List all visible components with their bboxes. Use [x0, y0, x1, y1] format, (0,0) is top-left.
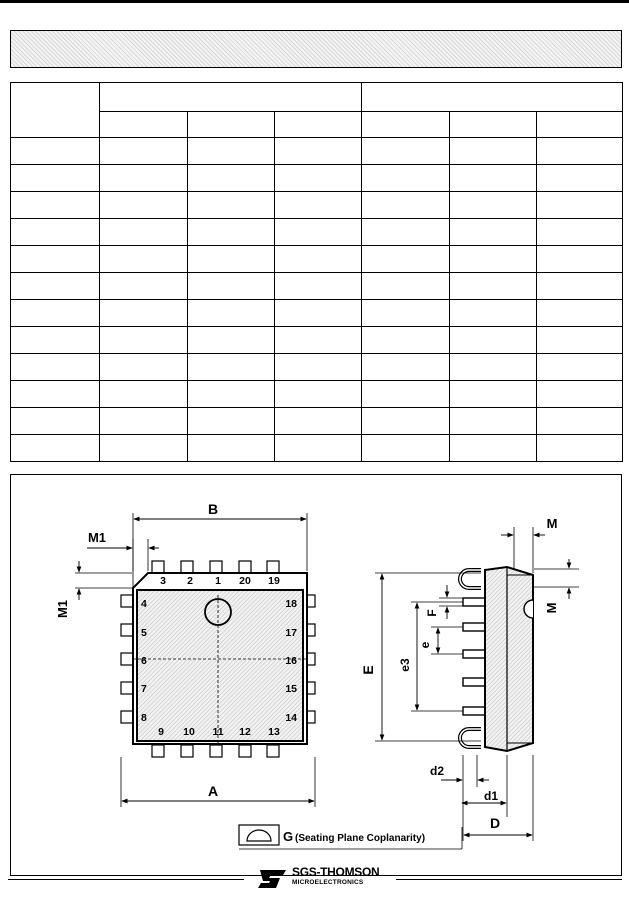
dim-label-d2: d2 [429, 764, 445, 778]
table-cell [275, 273, 362, 300]
top-rule [0, 0, 629, 3]
pin-number: 7 [141, 683, 147, 695]
dim-label-f: F [425, 609, 439, 617]
dim-label-e-upper: E [360, 665, 376, 675]
table-cell [450, 300, 537, 327]
pin-number: 17 [285, 627, 297, 639]
table-cell [537, 408, 623, 435]
brand-subtitle: MICROELECTRONICS [292, 879, 364, 886]
table-cell [188, 408, 275, 435]
table-cell [188, 273, 275, 300]
table-cell [275, 327, 362, 354]
pin-number: 20 [239, 575, 251, 587]
table-cell [537, 273, 623, 300]
table-cell [100, 381, 188, 408]
side-view [360, 516, 579, 841]
table-row [11, 219, 623, 246]
table-cell [188, 246, 275, 273]
table-cell [362, 327, 450, 354]
table-cell [450, 435, 537, 462]
table-cell [450, 192, 537, 219]
table-cell [188, 138, 275, 165]
table-cell [275, 354, 362, 381]
pin-number: 13 [268, 726, 280, 738]
table-cell [100, 273, 188, 300]
table-row [11, 300, 623, 327]
table-cell [11, 165, 100, 192]
footer-rule-right [396, 879, 622, 880]
coplanarity-caption: (Seating Plane Coplanarity) [295, 833, 426, 844]
table-cell [100, 354, 188, 381]
coplanarity-label-g: G [283, 829, 294, 844]
table-cell [188, 381, 275, 408]
table-cell [450, 354, 537, 381]
table-cell [100, 219, 188, 246]
table-cell [362, 246, 450, 273]
pin-number: 15 [285, 683, 297, 695]
table-cell [362, 165, 450, 192]
table-cell [450, 165, 537, 192]
table-cell [362, 192, 450, 219]
table-cell [188, 192, 275, 219]
dim-label-m-side: M [544, 602, 559, 614]
table-row [11, 435, 623, 462]
table-cell [275, 219, 362, 246]
dim-label-m1-side: M1 [55, 599, 70, 619]
table-cell [537, 219, 623, 246]
table-cell [362, 300, 450, 327]
table-cell [11, 381, 100, 408]
pin-number: 8 [141, 712, 147, 724]
table-cell [188, 435, 275, 462]
pin-number: 3 [160, 575, 166, 587]
table-row [11, 273, 623, 300]
table-cell [275, 435, 362, 462]
st-logo-icon [256, 866, 288, 890]
table-header-cell [188, 112, 275, 138]
table-header-cell [362, 112, 450, 138]
dim-label-e3: e3 [398, 658, 412, 672]
table-cell [100, 246, 188, 273]
table-cell [362, 381, 450, 408]
dim-label-m1-top: M1 [87, 530, 107, 545]
table-cell [537, 165, 623, 192]
table-cell [100, 165, 188, 192]
table-cell [188, 165, 275, 192]
table-cell [100, 192, 188, 219]
pin-number: 19 [268, 575, 280, 587]
table-cell [188, 219, 275, 246]
table-cell [537, 327, 623, 354]
table-cell [450, 219, 537, 246]
pin-number: 4 [141, 598, 147, 610]
table-row [11, 138, 623, 165]
table-cell [11, 219, 100, 246]
table-cell [100, 138, 188, 165]
table-cell [11, 138, 100, 165]
table-cell [188, 300, 275, 327]
pin-number: 5 [141, 627, 147, 639]
table-cell [11, 192, 100, 219]
table-row [11, 246, 623, 273]
pin-number: 6 [141, 655, 147, 667]
footer-rule-left [8, 879, 244, 880]
table-header-cell [537, 112, 623, 138]
table-row [11, 192, 623, 219]
table-row [11, 165, 623, 192]
table-cell [537, 138, 623, 165]
table-cell [450, 327, 537, 354]
table-cell [450, 408, 537, 435]
table-cell [100, 300, 188, 327]
table-cell [275, 246, 362, 273]
table-cell [100, 435, 188, 462]
dim-label-m-top: M [546, 516, 558, 531]
table-cell [362, 219, 450, 246]
pin-number: 16 [285, 655, 297, 667]
pin-number: 1 [215, 575, 221, 587]
dim-label-d1: d1 [483, 789, 499, 803]
table-header-cell [100, 112, 188, 138]
table-cell [275, 165, 362, 192]
dim-label-a: A [207, 783, 219, 799]
table-cell [537, 435, 623, 462]
table-row [11, 354, 623, 381]
pin-number: 9 [158, 726, 164, 738]
table-cell [275, 192, 362, 219]
table-cell [362, 408, 450, 435]
pin-number: 18 [285, 598, 297, 610]
table-cell [275, 381, 362, 408]
table-cell [11, 300, 100, 327]
table-cell [188, 327, 275, 354]
brand-name: SGS-THOMSON [292, 865, 380, 879]
table-header-row [11, 83, 623, 112]
table-header-cell [362, 83, 623, 112]
table-header-cell [100, 83, 362, 112]
table-cell [275, 300, 362, 327]
table-cell [537, 354, 623, 381]
top-view [55, 501, 315, 807]
package-drawing [11, 475, 623, 877]
package-drawing-frame [10, 474, 622, 879]
table-row [11, 327, 623, 354]
table-cell [537, 192, 623, 219]
table-header-cell [450, 112, 537, 138]
pin-number: 2 [187, 575, 193, 587]
table-cell [450, 381, 537, 408]
table-header-cell [11, 83, 100, 138]
table-cell [275, 138, 362, 165]
table-cell [275, 408, 362, 435]
table-header-cell [275, 112, 362, 138]
pin-number: 14 [285, 712, 297, 724]
table-cell [11, 408, 100, 435]
table-cell [11, 273, 100, 300]
pin-number: 10 [183, 726, 195, 738]
pin-number: 12 [239, 726, 251, 738]
table-cell [100, 408, 188, 435]
table-cell [450, 246, 537, 273]
dim-label-b: B [207, 501, 219, 517]
table-cell [362, 138, 450, 165]
pin-number: 11 [212, 726, 224, 738]
dimensions-table [10, 82, 623, 462]
table-cell [100, 327, 188, 354]
table-row [11, 408, 623, 435]
table-cell [537, 381, 623, 408]
table-cell [11, 354, 100, 381]
table-cell [537, 246, 623, 273]
table-cell [362, 273, 450, 300]
table-cell [188, 354, 275, 381]
table-cell [537, 300, 623, 327]
table-cell [11, 327, 100, 354]
table-cell [11, 435, 100, 462]
table-row [11, 381, 623, 408]
table-cell [11, 246, 100, 273]
table-subheader-row [11, 112, 623, 138]
table-body [11, 138, 623, 462]
table-cell [362, 435, 450, 462]
coplanarity-callout [239, 825, 462, 849]
table-cell [450, 138, 537, 165]
dim-label-e-pitch: e [418, 641, 432, 649]
title-bar [10, 30, 622, 68]
dim-label-d: D [489, 815, 501, 831]
table-cell [450, 273, 537, 300]
table-cell [362, 354, 450, 381]
